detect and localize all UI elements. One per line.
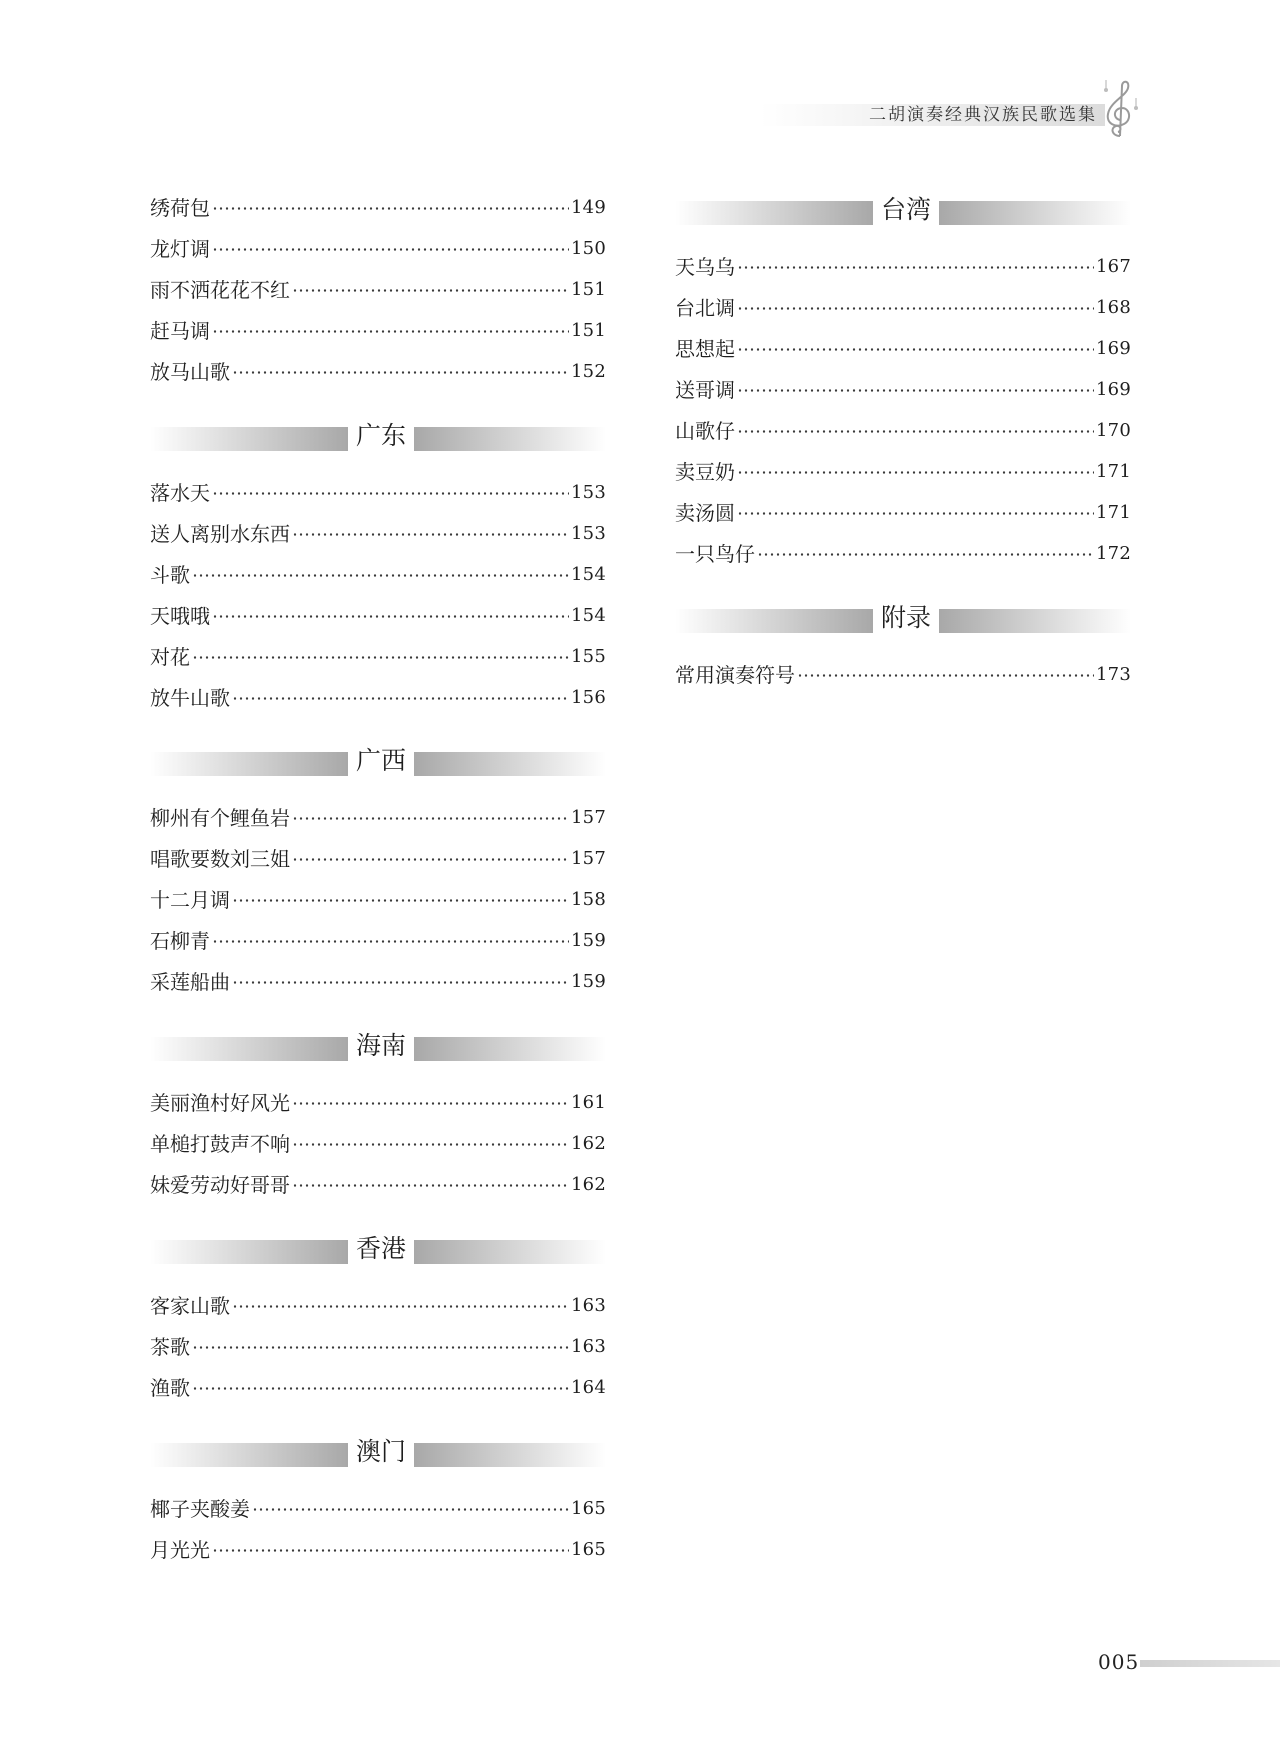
- toc-entry[interactable]: [150, 317, 606, 345]
- header-bar-right: [939, 201, 1131, 225]
- entry-title: 思想起: [675, 337, 735, 361]
- entry-page: 169: [1096, 338, 1131, 359]
- entry-page: 165: [571, 1498, 606, 1519]
- entry-page: 163: [571, 1336, 606, 1357]
- running-head: [760, 104, 1105, 126]
- toc-entry[interactable]: [675, 335, 1131, 363]
- section-title: 澳门: [355, 1437, 406, 1466]
- section-header-guangdong: [150, 419, 606, 451]
- entry-page: 151: [571, 279, 606, 300]
- header-bar-right: [414, 1037, 606, 1061]
- toc-entry[interactable]: [150, 927, 606, 955]
- entry-page: 164: [571, 1377, 606, 1398]
- leader-dots: [192, 656, 569, 659]
- toc-entry[interactable]: [675, 376, 1131, 404]
- entry-page: 157: [571, 848, 606, 869]
- treble-clef-icon: [1100, 78, 1142, 142]
- header-bar-left: [675, 201, 873, 225]
- leader-dots: [232, 1305, 569, 1308]
- toc-entry[interactable]: [150, 1130, 606, 1158]
- toc-entry[interactable]: [150, 561, 606, 589]
- leader-dots: [232, 981, 569, 984]
- entry-title: 唱歌要数刘三姐: [150, 847, 290, 871]
- entry-page: 155: [571, 646, 606, 667]
- leader-dots: [292, 1143, 569, 1146]
- entry-page: 173: [1096, 664, 1131, 685]
- toc-entry[interactable]: [150, 886, 606, 914]
- toc-entry[interactable]: [675, 540, 1131, 568]
- toc-entry[interactable]: [150, 602, 606, 630]
- page-number-rule: [1140, 1660, 1280, 1667]
- toc-entry[interactable]: [150, 684, 606, 712]
- entry-title: 龙灯调: [150, 237, 210, 261]
- toc-entry[interactable]: [150, 358, 606, 386]
- entry-title: 一只鸟仔: [675, 542, 755, 566]
- toc-entry[interactable]: [150, 804, 606, 832]
- page-number: 005: [1098, 1650, 1140, 1674]
- entry-title: 茶歌: [150, 1335, 190, 1359]
- entry-title: 卖汤圆: [675, 501, 735, 525]
- header-bar-left: [675, 609, 873, 633]
- header-bar-left: [150, 752, 348, 776]
- section-title: 附录: [880, 603, 931, 632]
- entry-page: 162: [571, 1174, 606, 1195]
- leader-dots: [737, 430, 1094, 433]
- section-title: 台湾: [880, 195, 931, 224]
- entry-page: 157: [571, 807, 606, 828]
- leader-dots: [737, 512, 1094, 515]
- toc-entry[interactable]: [675, 661, 1131, 689]
- entry-title: 天哦哦: [150, 604, 210, 628]
- entry-page: 171: [1096, 502, 1131, 523]
- toc-entry[interactable]: [675, 294, 1131, 322]
- entry-page: 165: [571, 1539, 606, 1560]
- entry-page: 163: [571, 1295, 606, 1316]
- leader-dots: [737, 307, 1094, 310]
- entry-page: 162: [571, 1133, 606, 1154]
- toc-entry[interactable]: [150, 194, 606, 222]
- toc-entry[interactable]: [150, 479, 606, 507]
- leader-dots: [212, 207, 569, 210]
- entry-title: 山歌仔: [675, 419, 735, 443]
- section-header-macau: [150, 1435, 606, 1467]
- toc-entry[interactable]: [150, 1089, 606, 1117]
- leader-dots: [292, 858, 569, 861]
- section-title: 广东: [355, 421, 406, 450]
- entry-title: 斗歌: [150, 563, 190, 587]
- leader-dots: [252, 1508, 569, 1511]
- leader-dots: [757, 553, 1094, 556]
- entry-title: 石柳青: [150, 929, 210, 953]
- entry-title: 送人离别水东西: [150, 522, 290, 546]
- toc-entry[interactable]: [150, 1171, 606, 1199]
- entry-page: 159: [571, 930, 606, 951]
- toc-entry[interactable]: [675, 253, 1131, 281]
- entry-page: 154: [571, 605, 606, 626]
- leader-dots: [192, 1346, 569, 1349]
- entry-page: 172: [1096, 543, 1131, 564]
- entry-page: 161: [571, 1092, 606, 1113]
- toc-entry[interactable]: [675, 417, 1131, 445]
- leader-dots: [737, 471, 1094, 474]
- entry-page: 167: [1096, 256, 1131, 277]
- entry-page: 170: [1096, 420, 1131, 441]
- entry-page: 169: [1096, 379, 1131, 400]
- toc-entry[interactable]: [150, 1333, 606, 1361]
- entry-title: 台北调: [675, 296, 735, 320]
- entry-title: 绣荷包: [150, 196, 210, 220]
- header-bar-left: [150, 1037, 348, 1061]
- header-bar-right: [414, 752, 606, 776]
- toc-entry[interactable]: [150, 1495, 606, 1523]
- leader-dots: [232, 899, 569, 902]
- toc-entry[interactable]: [150, 845, 606, 873]
- entry-title: 雨不洒花花不红: [150, 278, 290, 302]
- entry-title: 美丽渔村好风光: [150, 1091, 290, 1115]
- entry-title: 天乌乌: [675, 255, 735, 279]
- entry-title: 送哥调: [675, 378, 735, 402]
- entry-page: 152: [571, 361, 606, 382]
- leader-dots: [292, 289, 569, 292]
- entry-page: 153: [571, 523, 606, 544]
- leader-dots: [737, 266, 1094, 269]
- section-title: 广西: [355, 746, 406, 775]
- entry-title: 落水天: [150, 481, 210, 505]
- entry-page: 154: [571, 564, 606, 585]
- toc-entry[interactable]: [675, 458, 1131, 486]
- entry-title: 渔歌: [150, 1376, 190, 1400]
- leader-dots: [797, 674, 1094, 677]
- header-bar-right: [414, 427, 606, 451]
- section-header-hainan: [150, 1029, 606, 1061]
- entry-page: 149: [571, 197, 606, 218]
- leader-dots: [212, 615, 569, 618]
- header-bar-left: [150, 1443, 348, 1467]
- entry-title: 卖豆奶: [675, 460, 735, 484]
- leader-dots: [192, 574, 569, 577]
- toc-entry[interactable]: [150, 520, 606, 548]
- header-bar-left: [150, 1240, 348, 1264]
- entry-title: 赶马调: [150, 319, 210, 343]
- entry-title: 客家山歌: [150, 1294, 230, 1318]
- leader-dots: [292, 1102, 569, 1105]
- header-bar-right: [939, 609, 1131, 633]
- leader-dots: [212, 248, 569, 251]
- entry-title: 常用演奏符号: [675, 663, 795, 687]
- leader-dots: [737, 389, 1094, 392]
- section-header-appendix: [675, 601, 1131, 633]
- section-title: 香港: [355, 1234, 406, 1263]
- entry-title: 月光光: [150, 1538, 210, 1562]
- leader-dots: [212, 492, 569, 495]
- toc-entry[interactable]: [150, 1292, 606, 1320]
- entry-title: 采莲船曲: [150, 970, 230, 994]
- section-title: 海南: [355, 1031, 406, 1060]
- leader-dots: [292, 817, 569, 820]
- toc-entry[interactable]: [675, 499, 1131, 527]
- toc-entry[interactable]: [150, 1536, 606, 1564]
- entry-page: 159: [571, 971, 606, 992]
- toc-entry[interactable]: [150, 1374, 606, 1402]
- entry-title: 单槌打鼓声不响: [150, 1132, 290, 1156]
- leader-dots: [232, 371, 569, 374]
- entry-page: 158: [571, 889, 606, 910]
- toc-entry[interactable]: [150, 643, 606, 671]
- entry-page: 151: [571, 320, 606, 341]
- entry-title: 十二月调: [150, 888, 230, 912]
- entry-page: 150: [571, 238, 606, 259]
- leader-dots: [212, 330, 569, 333]
- running-head-title: 二胡演奏经典汉族民歌选集: [869, 105, 1097, 125]
- section-header-hongkong: [150, 1232, 606, 1264]
- header-bar-left: [150, 427, 348, 451]
- entry-page: 153: [571, 482, 606, 503]
- entry-title: 放马山歌: [150, 360, 230, 384]
- toc-entry[interactable]: [150, 276, 606, 304]
- entry-page: 171: [1096, 461, 1131, 482]
- entry-page: 168: [1096, 297, 1131, 318]
- leader-dots: [232, 697, 569, 700]
- entry-title: 放牛山歌: [150, 686, 230, 710]
- header-bar-right: [414, 1240, 606, 1264]
- toc-entry[interactable]: [150, 235, 606, 263]
- leader-dots: [192, 1387, 569, 1390]
- entry-page: 156: [571, 687, 606, 708]
- entry-title: 妹爱劳动好哥哥: [150, 1173, 290, 1197]
- leader-dots: [212, 940, 569, 943]
- leader-dots: [292, 1184, 569, 1187]
- header-bar-right: [414, 1443, 606, 1467]
- section-header-taiwan: [675, 193, 1131, 225]
- entry-title: 椰子夹酸姜: [150, 1497, 250, 1521]
- section-header-guangxi: [150, 744, 606, 776]
- leader-dots: [212, 1549, 569, 1552]
- entry-title: 对花: [150, 645, 190, 669]
- leader-dots: [737, 348, 1094, 351]
- entry-title: 柳州有个鲤鱼岩: [150, 806, 290, 830]
- toc-entry[interactable]: [150, 968, 606, 996]
- leader-dots: [292, 533, 569, 536]
